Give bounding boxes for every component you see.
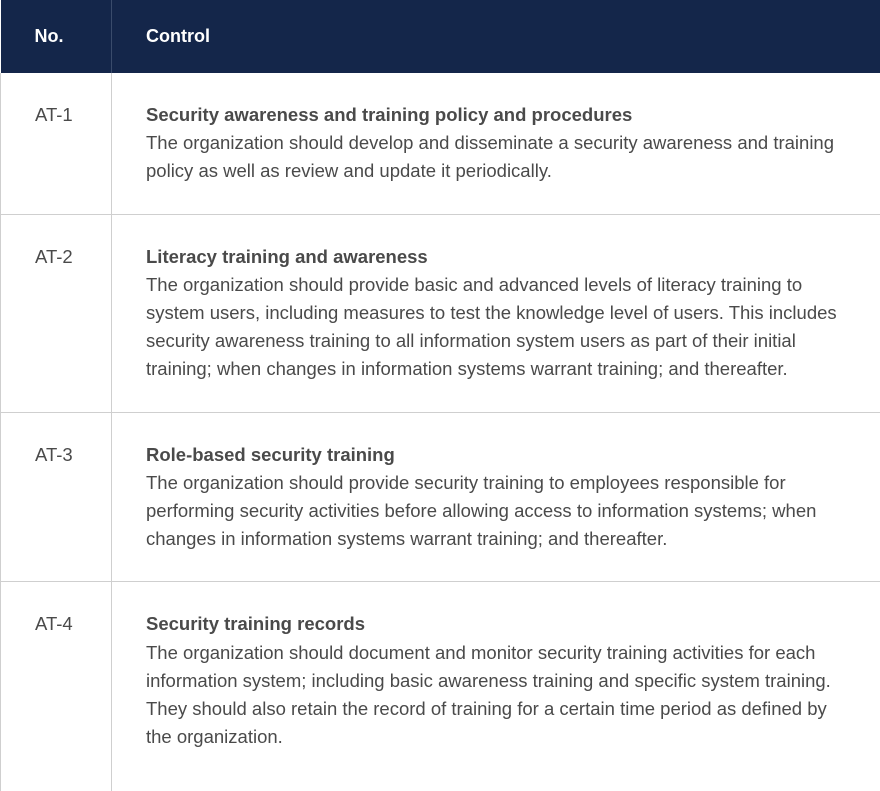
- table-row: [1, 73, 880, 214]
- table-row: [1, 582, 880, 791]
- row-number: AT-4: [1, 582, 112, 791]
- table-row: [1, 412, 880, 582]
- row-number: AT-3: [1, 412, 112, 582]
- header-no: No.: [1, 0, 112, 73]
- header-row: [1, 0, 880, 73]
- table-body: [1, 73, 880, 791]
- control-cell: [112, 214, 880, 412]
- control-title: Literacy training and awareness: [146, 245, 428, 267]
- control-description: The organization should provide security training to employees responsible for performing security activities before allowing access to information systems; when changes in information systems warrant training; and thereafter.: [146, 471, 817, 550]
- table-header: [1, 0, 880, 73]
- control-title: Security training records: [146, 613, 365, 635]
- header-control: Control: [112, 0, 880, 73]
- table-row: [1, 214, 880, 412]
- row-number: AT-2: [1, 214, 112, 412]
- row-number: AT-1: [1, 73, 112, 214]
- control-cell: [112, 582, 880, 791]
- control-title: Role-based security training: [146, 443, 395, 465]
- control-cell: [112, 412, 880, 582]
- control-description: The organization should provide basic and advanced levels of literacy training to system users, including measures to test the knowledge level of users. This includes security awareness training to all information system users as part of their initial training; when changes in information systems warrant training; and thereafter.: [146, 273, 837, 380]
- control-description: The organization should document and monitor security training activities for each information system; including basic awareness training and specific system training. They should also retain the record of training for a certain time period as defined by the organization.: [146, 641, 831, 748]
- control-cell: [112, 73, 880, 214]
- control-title: Security awareness and training policy and procedures: [146, 104, 633, 125]
- control-description: The organization should develop and disseminate a security awareness and training policy as well as review and update it periodically.: [146, 132, 835, 182]
